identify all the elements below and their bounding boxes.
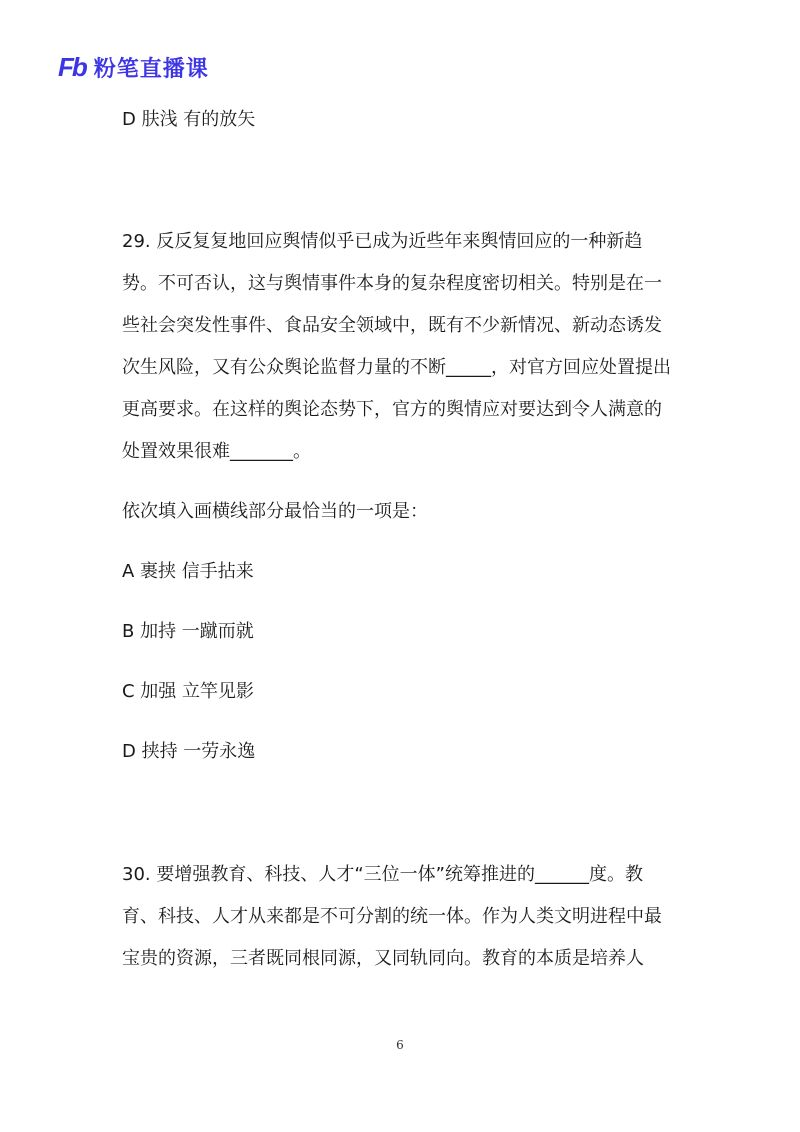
q29-stem-line: 29. 反反复复地回应舆情似乎已成为近些年来舆情回应的一种新趋 — [122, 231, 643, 252]
q28-option-d: D 肤浅 有的放矢 — [122, 109, 256, 130]
q29-option-a: A 裹挟 信手拈来 — [122, 561, 254, 582]
q29-option-b: B 加持 一蹴而就 — [122, 621, 254, 642]
q29-option-d: D 挟持 一劳永逸 — [122, 741, 256, 762]
q29-instruction: 依次填入画横线部分最恰当的一项是： — [122, 501, 428, 522]
q29-stem-line: 势。不可否认，这与舆情事件本身的复杂程度密切相关。特别是在一 — [122, 273, 662, 294]
q29-stem-line: 次生风险，又有公众舆论监督力量的不断_____，对官方回应处置提出 — [122, 357, 671, 378]
q29-stem-line: 更高要求。在这样的舆论态势下，官方的舆情应对要达到令人满意的 — [122, 399, 662, 420]
q29-stem-line: 些社会突发性事件、食品安全领域中，既有不少新情况、新动态诱发 — [122, 315, 662, 336]
q30-stem-line: 宝贵的资源，三者既同根同源，又同轨同向。教育的本质是培养人 — [122, 948, 644, 969]
page-number: 6 — [396, 1038, 404, 1052]
q29-option-c: C 加强 立竿见影 — [122, 681, 255, 702]
q30-stem-line: 30. 要增强教育、科技、人才“三位一体”统筹推进的______度。教 — [122, 864, 643, 885]
brand-header — [58, 52, 209, 82]
brand-name: 粉笔直播课 — [93, 56, 209, 82]
q29-stem-line: 处置效果很难_______。 — [122, 441, 311, 462]
fenbi-logo-icon: Fb — [58, 51, 86, 82]
q30-stem-line: 育、科技、人才从来都是不可分割的统一体。作为人类文明进程中最 — [122, 906, 662, 927]
